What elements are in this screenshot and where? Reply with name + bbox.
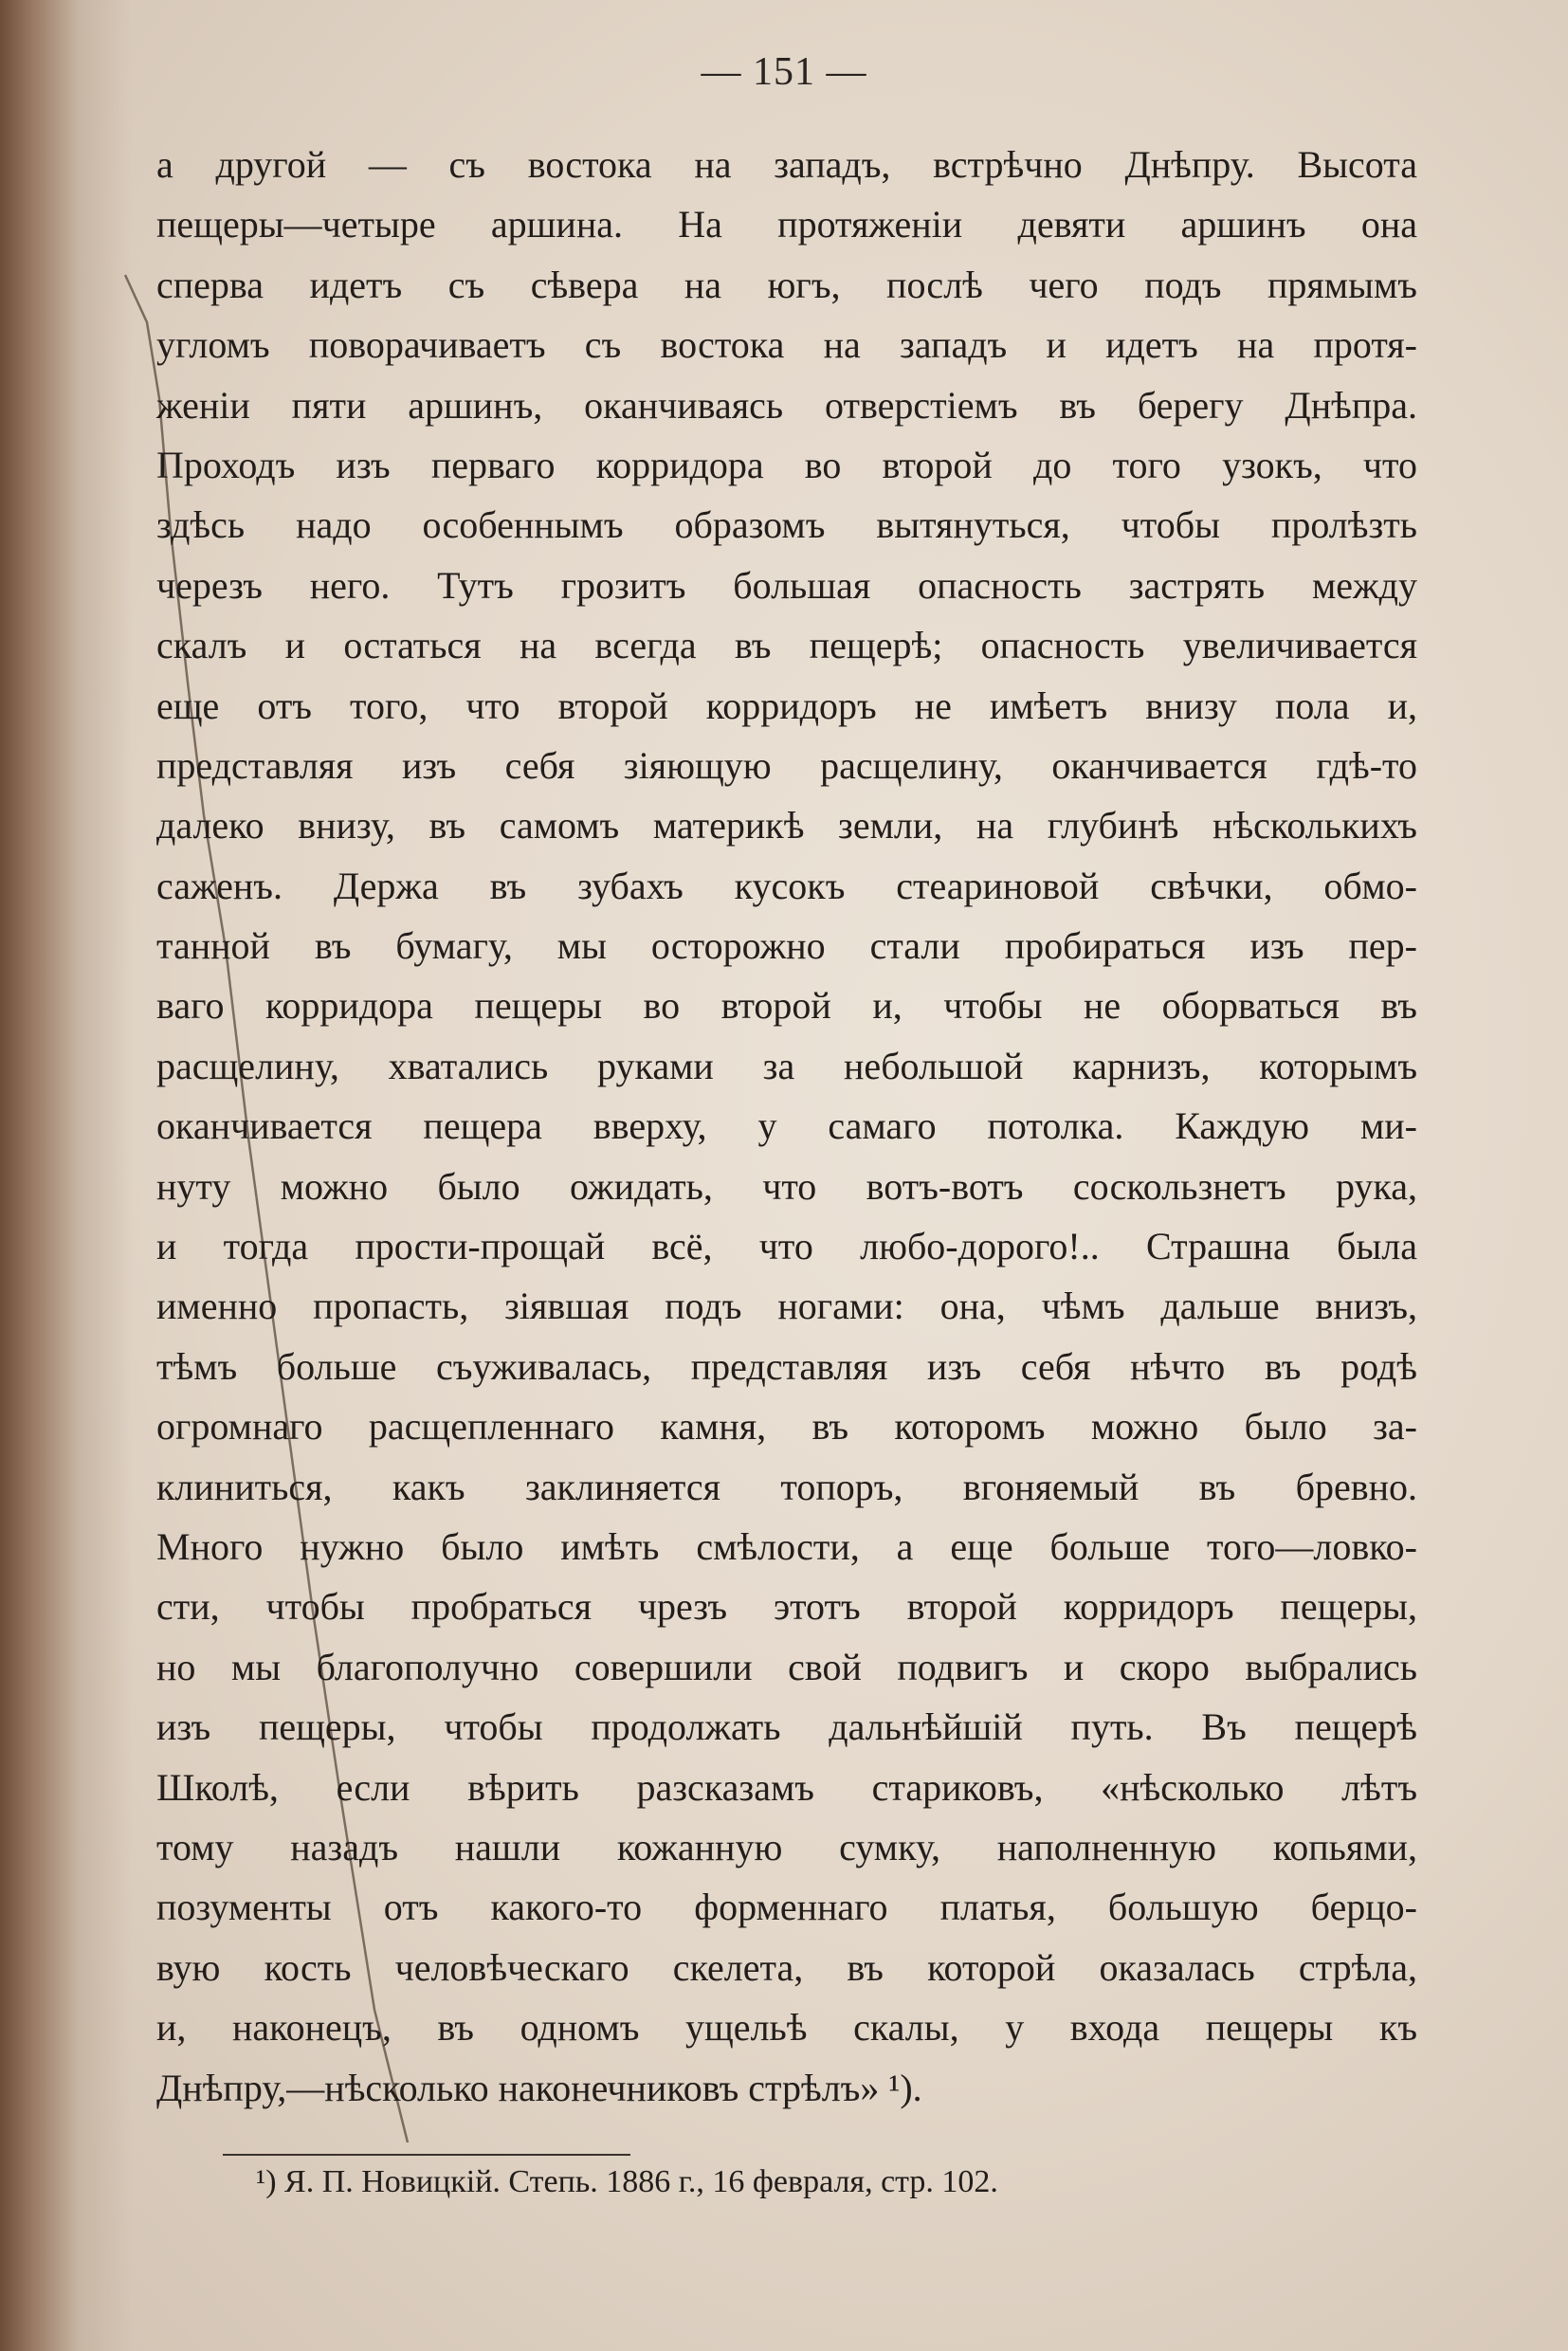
- text-line: изъ пещеры, чтобы продолжать дальнѣйшій путь. Въ пещерѣ: [156, 1705, 1417, 1749]
- text-line: далеко внизу, въ самомъ материкѣ земли, на глубинѣ нѣсколькихъ: [156, 804, 1417, 847]
- text-line: пещеры—четыре аршина. На протяженіи девяти аршинъ она: [156, 203, 1417, 246]
- text-line: сти, чтобы пробраться чрезъ этотъ второй корридоръ пещеры,: [156, 1585, 1417, 1629]
- text-line: Школѣ, если вѣрить разсказамъ стариковъ, «нѣсколько лѣтъ: [156, 1765, 1417, 1809]
- text-line: и тогда прости-прощай всё, что любо-дорого!.. Страшна была: [156, 1225, 1417, 1268]
- footnote: ¹) Я. П. Новицкій. Степь. 1886 г., 16 февраля, стр. 102.: [256, 2164, 998, 2199]
- text-line: сперва идетъ съ сѣвера на югъ, послѣ чего подъ прямымъ: [156, 263, 1417, 306]
- text-line: именно пропасть, зіявшая подъ ногами: она, чѣмъ дальше внизъ,: [156, 1285, 1417, 1328]
- text-line: Днѣпру,—нѣсколько наконечниковъ стрѣлъ» ¹).: [156, 2066, 922, 2109]
- text-line: огромнаго расщепленнаго камня, въ которомъ можно было за-: [156, 1405, 1417, 1449]
- body-text: [156, 135, 1417, 2118]
- text-line: позументы отъ какого-то форменнаго платья, большую берцо-: [156, 1886, 1417, 1929]
- text-line: тѣмъ больше съуживалась, представляя изъ себя нѣчто въ родѣ: [156, 1344, 1417, 1388]
- text-line: здѣсь надо особеннымъ образомъ вытянуться, чтобы пролѣзть: [156, 503, 1417, 547]
- text-line: вую кость человѣческаго скелета, въ которой оказалась стрѣла,: [156, 1945, 1417, 1989]
- text-line: скалъ и остаться на всегда въ пещерѣ; опасность увеличивается: [156, 624, 1417, 667]
- text-line: и, наконецъ, въ одномъ ущельѣ скалы, у входа пещеры къ: [156, 2006, 1417, 2050]
- text-line: угломъ поворачиваетъ съ востока на западъ и идетъ на протя-: [156, 323, 1417, 367]
- text-line: Проходъ изъ перваго корридора во второй до того узокъ, что: [156, 443, 1417, 486]
- text-line: саженъ. Держа въ зубахъ кусокъ стеариновой свѣчки, обмо-: [156, 864, 1417, 907]
- text-line: а другой — съ востока на западъ, встрѣчно Днѣпру. Высота: [156, 143, 1417, 186]
- text-line: представляя изъ себя зіяющую расщелину, оканчивается гдѣ-то: [156, 743, 1417, 787]
- text-line: танной въ бумагу, мы осторожно стали пробираться изъ пер-: [156, 924, 1417, 968]
- text-line: но мы благополучно совершили свой подвигъ и скоро выбрались: [156, 1645, 1417, 1688]
- text-line: ваго корридора пещеры во второй и, чтобы не оборваться въ: [156, 984, 1417, 1028]
- text-line: расщелину, хватались руками за небольшой карнизъ, которымъ: [156, 1044, 1417, 1087]
- text-line: женіи пяти аршинъ, оканчиваясь отверстіемъ въ берегу Днѣпра.: [156, 383, 1417, 427]
- text-line: клиниться, какъ заклиняется топоръ, вгоняемый въ бревно.: [156, 1465, 1417, 1508]
- page-number: — 151 —: [701, 50, 867, 94]
- text-line: черезъ него. Тутъ грозитъ большая опасность застрять между: [156, 563, 1417, 607]
- gutter-shadow: [0, 0, 133, 2351]
- text-line: нуту можно было ожидать, что вотъ-вотъ соскользнетъ рука,: [156, 1164, 1417, 1208]
- text-line: тому назадъ нашли кожанную сумку, наполненную копьями,: [156, 1825, 1417, 1868]
- text-line: оканчивается пещера вверху, у самаго потолка. Каждую ми-: [156, 1104, 1417, 1148]
- text-line: Много нужно было имѣть смѣлости, а еще больше того—ловко-: [156, 1524, 1417, 1568]
- text-line: еще отъ того, что второй корридоръ не имѣетъ внизу пола и,: [156, 683, 1417, 727]
